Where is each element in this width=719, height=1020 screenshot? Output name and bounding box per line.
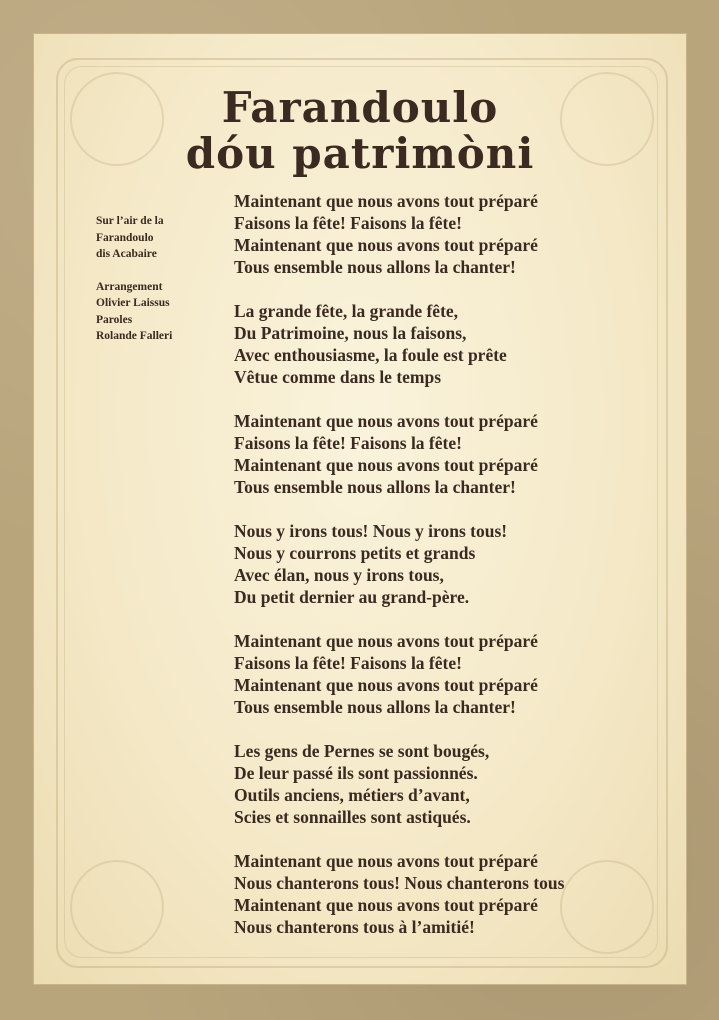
lyric-line: Faisons la fête! Faisons la fête! <box>234 213 462 233</box>
lyric-line: Faisons la fête! Faisons la fête! <box>234 653 462 673</box>
stanza <box>234 520 674 608</box>
lyric-line: Tous ensemble nous allons la chanter! <box>234 257 516 277</box>
credit-line: Paroles <box>96 313 133 326</box>
song-title-line-2: dóu patrimòni <box>185 129 535 178</box>
credit-line: Rolande Falleri <box>96 330 173 342</box>
credits-block <box>96 213 216 345</box>
lyrics-body <box>234 190 674 960</box>
credit-line: Sur l’air de la <box>96 215 164 227</box>
stanza <box>234 300 674 388</box>
credit-line: Olivier Laissus <box>96 297 170 309</box>
lyric-line: Nous chanterons tous à l’amitié! <box>234 917 475 937</box>
lyric-line: Nous y courrons petits et grands <box>234 543 476 563</box>
corner-ornament-bottom-left <box>70 860 164 954</box>
stanza <box>234 850 674 938</box>
lyric-line: Nous y irons tous! Nous y irons tous! <box>234 521 508 541</box>
lyric-line: Maintenant que nous avons tout préparé <box>234 895 538 915</box>
lyric-line: De leur passé ils sont passionnés. <box>234 763 478 783</box>
lyric-line: Avec enthousiasme, la foule est prête <box>234 345 507 365</box>
lyric-line: Scies et sonnailles sont astiqués. <box>234 807 471 827</box>
lyric-line: Maintenant que nous avons tout préparé <box>234 411 538 431</box>
lyric-line: Maintenant que nous avons tout préparé <box>234 235 538 255</box>
stanza <box>234 190 674 278</box>
credit-line: Arrangement <box>96 280 163 293</box>
credit-line: dis Acabaire <box>96 248 157 260</box>
lyric-line: Du Patrimoine, nous la faisons, <box>234 323 467 343</box>
stanza <box>234 630 674 718</box>
lyric-line: Tous ensemble nous allons la chanter! <box>234 477 516 497</box>
lyric-line: Maintenant que nous avons tout préparé <box>234 851 538 871</box>
stanza <box>234 410 674 498</box>
lyric-line: Vêtue comme dans le temps <box>234 367 442 387</box>
lyric-line: Outils anciens, métiers d’avant, <box>234 785 470 805</box>
lyric-line: Avec élan, nous y irons tous, <box>234 565 444 585</box>
credit-line: Farandoulo <box>96 231 154 244</box>
lyric-line: Tous ensemble nous allons la chanter! <box>234 697 516 717</box>
stanza <box>234 740 674 828</box>
lyric-line: Maintenant que nous avons tout préparé <box>234 455 538 475</box>
lyric-line: Nous chanterons tous! Nous chanterons tous <box>234 873 565 893</box>
lyric-line: Faisons la fête! Faisons la fête! <box>234 433 462 453</box>
song-title-line-1: Farandoulo <box>221 83 499 132</box>
lyric-line: La grande fête, la grande fête, <box>234 301 459 321</box>
lyric-line: Maintenant que nous avons tout préparé <box>234 631 538 651</box>
lyric-line: Maintenant que nous avons tout préparé <box>234 675 538 695</box>
lyric-line: Du petit dernier au grand-père. <box>234 587 470 607</box>
corner-ornament-top-right <box>560 72 654 166</box>
lyric-line: Maintenant que nous avons tout préparé <box>234 191 538 211</box>
lyric-line: Les gens de Pernes se sont bougés, <box>234 741 490 761</box>
